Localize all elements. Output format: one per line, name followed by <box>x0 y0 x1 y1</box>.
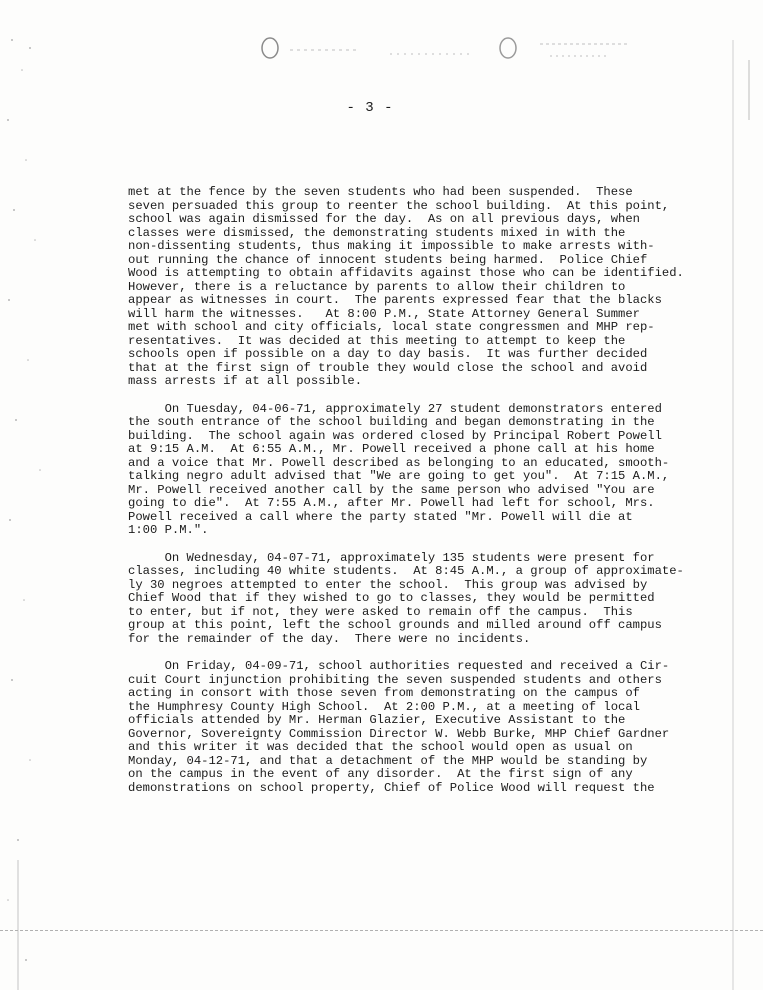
scan-artifact-right <box>723 0 763 990</box>
text-line: Wood is attempting to obtain affidavits against those who can be identified. <box>128 266 684 280</box>
text-line: demonstrations on school property, Chief of Police Wood will request the <box>128 780 655 795</box>
text-line: However, there is a reluctance by parents to allow their children to <box>128 279 626 294</box>
text-line: going to die". At 7:55 A.M., after Mr. Powell had left for school, Mrs. <box>128 496 655 510</box>
text-line: the Humphresy County High School. At 2:00 P.M., at a meeting of local <box>128 699 640 714</box>
text-line: Mr. Powell received another call by the same person who advised "You are <box>128 482 655 497</box>
text-line: group at this point, left the school grounds and milled around off campus <box>128 618 662 632</box>
text-line: talking negro adult advised that "We are going to get you". At 7:15 A.M., <box>128 469 670 483</box>
paragraph-2 <box>128 401 670 538</box>
header-scan-marks <box>250 30 670 70</box>
text-line: and a voice that Mr. Powell described as belonging to an educated, smooth- <box>128 455 670 470</box>
text-line: acting in consort with those seven from demonstrating on the campus of <box>128 686 640 700</box>
text-line: met with school and city officials, local state congressmen and MHP rep- <box>128 320 655 334</box>
text-line: Powell received a call where the party stated "Mr. Powell will die at <box>128 509 633 524</box>
document-body <box>128 185 684 795</box>
text-line: school was again dismissed for the day. As on all previous days, when <box>128 212 640 226</box>
text-line: appear as witnesses in court. The parents expressed fear that the blacks <box>128 293 662 307</box>
text-line: Chief Wood that if they wished to go to classes, they would be permitted <box>128 591 655 605</box>
text-line: met at the fence by the seven students who had been suspended. These <box>128 185 633 199</box>
text-line: 1:00 P.M.". <box>128 523 209 537</box>
paragraph-gap <box>128 538 648 552</box>
text-line: for the remainder of the day. There were no incidents. <box>128 631 531 646</box>
text-line: that at the first sign of trouble they would close the school and avoid <box>128 360 648 375</box>
page-number: - 3 - <box>346 100 394 116</box>
paragraph-4 <box>128 659 670 795</box>
text-line: classes were dismissed, the demonstrating students mixed in with the <box>128 225 626 240</box>
text-line: officials attended by Mr. Herman Glazier, Executive Assistant to the <box>128 713 626 727</box>
text-line: On Tuesday, 04-06-71, approximately 27 student demonstrators entered <box>128 401 662 416</box>
text-line: building. The school again was ordered closed by Principal Robert Powell <box>128 428 662 443</box>
paragraph-gap <box>128 389 648 403</box>
text-line: resentatives. It was decided at this meeting to attempt to keep the <box>128 333 626 348</box>
text-line: at 9:15 A.M. At 6:55 A.M., Mr. Powell received a phone call at his home <box>128 442 655 456</box>
text-line: to enter, but if not, they were asked to remain off the campus. This <box>128 604 633 619</box>
paragraph-gap <box>128 646 648 660</box>
paragraph-3 <box>128 550 684 647</box>
paragraph-1 <box>128 185 684 389</box>
text-line: and this writer it was decided that the school would open as usual on <box>128 740 633 754</box>
text-line: classes, including 40 white students. At 8:45 A.M., a group of approximate- <box>128 564 684 578</box>
text-line: mass arrests if at all possible. <box>128 374 363 388</box>
text-line: cuit Court injunction prohibiting the seven suspended students and others <box>128 672 662 687</box>
scan-artifact-left <box>0 0 70 990</box>
text-line: On Friday, 04-09-71, school authorities requested and received a Cir- <box>128 659 670 673</box>
text-line: Monday, 04-12-71, and that a detachment of the MHP would be standing by <box>128 753 648 768</box>
text-line: Governor, Sovereignty Commission Director W. Webb Burke, MHP Chief Gardner <box>128 726 670 741</box>
text-line: On Wednesday, 04-07-71, approximately 135 students were present for <box>128 550 655 565</box>
scan-bottom-line <box>0 930 763 932</box>
text-line: seven persuaded this group to reenter the school building. At this point, <box>128 198 670 213</box>
text-line: out running the chance of innocent students being harmed. Police Chief <box>128 252 648 267</box>
text-line: ly 30 negroes attempted to enter the school. This group was advised by <box>128 577 648 592</box>
text-line: will harm the witnesses. At 8:00 P.M., State Attorney General Summer <box>128 306 640 321</box>
text-line: the south entrance of the school building and began demonstrating in the <box>128 415 655 429</box>
text-line: on the campus in the event of any disorder. At the first sign of any <box>128 767 633 781</box>
text-line: schools open if possible on a day to day basis. It was further decided <box>128 347 648 361</box>
text-line: non-dissenting students, thus making it impossible to make arrests with- <box>128 239 655 253</box>
